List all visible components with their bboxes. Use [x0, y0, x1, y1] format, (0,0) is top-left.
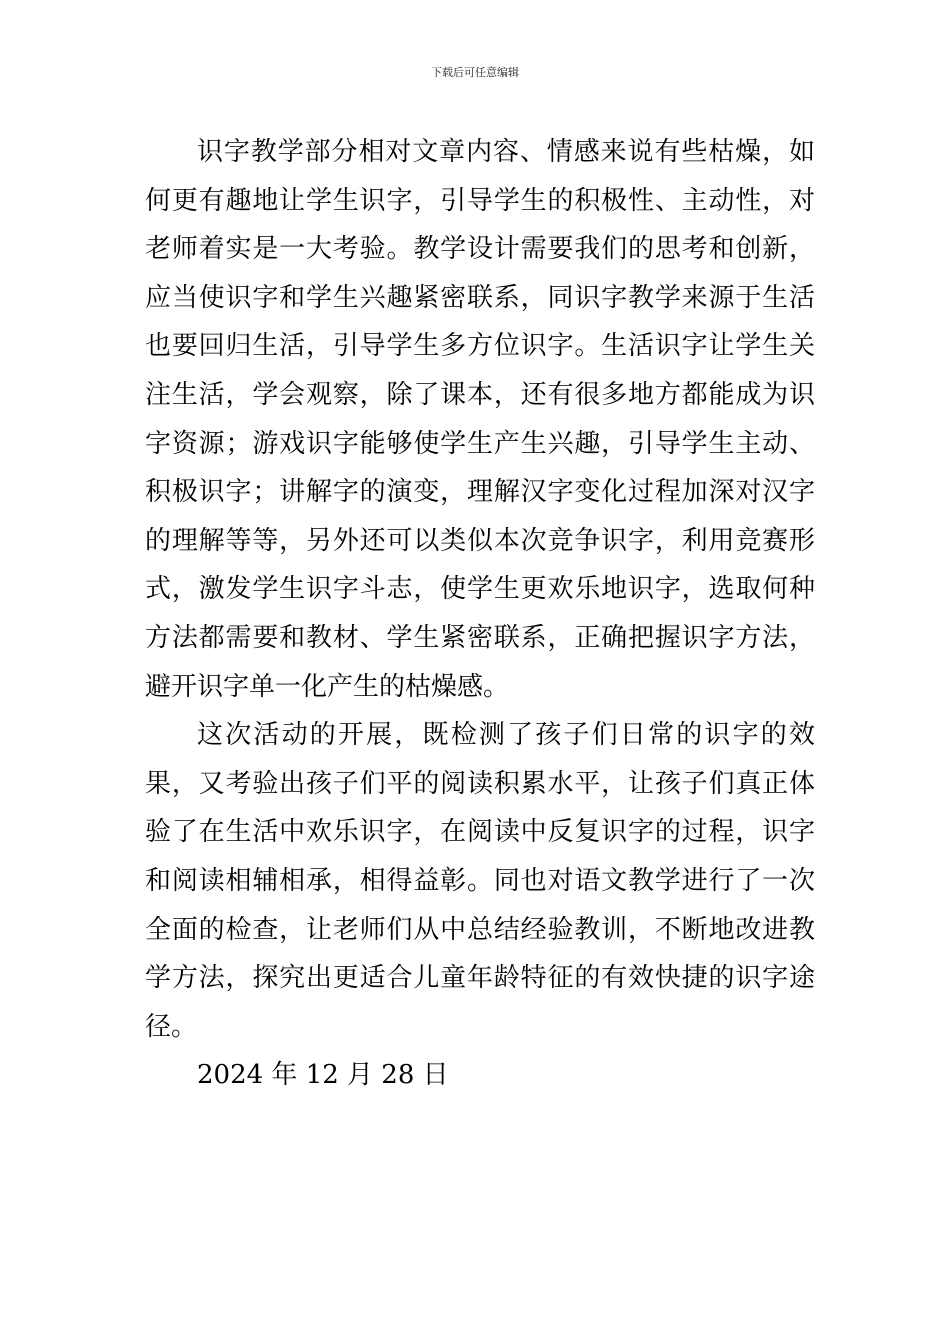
body-paragraph-1: 识字教学部分相对文章内容、情感来说有些枯燥，如何更有趣地让学生识字，引导学生的积极性、主动性，对老师着实是一大考验。教学设计需要我们的思考和创新，应当使识字和学生兴趣紧密联系，同识字教学来源于生活也要回归生活，引导学生多方位识字。生活识字让学生关注生活，学会观察，除了课本，还有很多地方都能成为识字资源；游戏识字能够使学生产生兴趣，引导学生主动、积极识字；讲解字的演变，理解汉字变化过程加深对汉字的理解等等，另外还可以类似本次竞争识字，利用竞赛形式，激发学生识字斗志，使学生更欢乐地识字，选取何种方法都需要和教材、学生紧密联系，正确把握识字方法，避开识字单一化产生的枯燥感。: [145, 137, 815, 702]
page-header-note: 下载后可任意编辑: [431, 66, 519, 79]
body-paragraph-2: 这次活动的开展，既检测了孩子们日常的识字的效果，又考验出孩子们平的阅读积累水平，让孩子们真正体验了在生活中欢乐识字，在阅读中反复识字的过程，识字和阅读相辅相承，相得益彰。同也对语文教学进行了一次全面的检查，让老师们从中总结经验教训，不断地改进教学方法，探究出更适合儿童年龄特征的有效快捷的识字途径。: [145, 720, 815, 1042]
document-body: [145, 128, 815, 1100]
document-date: 2024 年 12 月 28 日: [197, 1060, 449, 1091]
